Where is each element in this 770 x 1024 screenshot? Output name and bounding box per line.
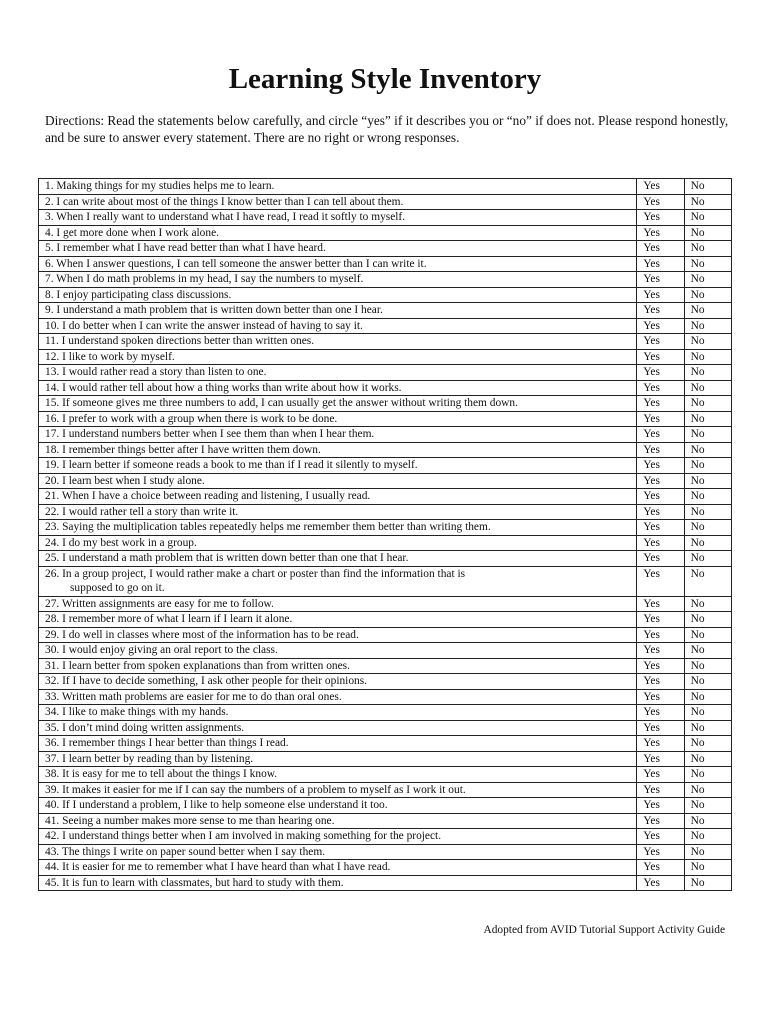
statement-text: 30. I would enjoy giving an oral report to the class. <box>45 644 278 656</box>
yes-option[interactable]: Yes <box>637 751 684 767</box>
statement-cell <box>39 194 637 210</box>
yes-option[interactable]: Yes <box>637 473 684 489</box>
yes-option[interactable]: Yes <box>637 643 684 659</box>
statement-cell <box>39 473 637 489</box>
page-title: Learning Style Inventory <box>228 63 542 95</box>
no-option[interactable]: No <box>684 782 731 798</box>
statement-text: 21. When I have a choice between reading and listening, I usually read. <box>45 490 371 502</box>
statement-row <box>39 643 732 659</box>
yes-option[interactable]: Yes <box>637 705 684 721</box>
no-option[interactable]: No <box>684 225 731 241</box>
yes-option[interactable]: Yes <box>637 535 684 551</box>
statement-cell <box>39 520 637 536</box>
statement-row <box>39 782 732 798</box>
statement-row <box>39 844 732 860</box>
statement-row <box>39 860 732 876</box>
yes-option[interactable]: Yes <box>637 627 684 643</box>
statement-cell <box>39 736 637 752</box>
no-option[interactable]: No <box>684 844 731 860</box>
statement-row <box>39 689 732 705</box>
no-option[interactable]: No <box>684 596 731 612</box>
statement-row <box>39 705 732 721</box>
yes-option[interactable]: Yes <box>637 396 684 412</box>
no-option[interactable]: No <box>684 318 731 334</box>
statement-cell <box>39 751 637 767</box>
statement-row <box>39 365 732 381</box>
statement-row <box>39 520 732 536</box>
yes-option[interactable]: Yes <box>637 566 684 596</box>
statement-cell <box>39 396 637 412</box>
no-option[interactable]: No <box>684 751 731 767</box>
yes-option[interactable]: Yes <box>637 442 684 458</box>
statement-text: 10. I do better when I can write the answer instead of having to say it. <box>45 319 363 332</box>
statement-row <box>39 566 732 596</box>
statement-cell <box>39 551 637 567</box>
statement-text: 42. I understand things better when I am involved in making something for the project. <box>45 830 442 842</box>
statement-row <box>39 813 732 829</box>
statement-cell <box>39 241 637 257</box>
statement-cell <box>39 489 637 505</box>
statement-row <box>39 612 732 628</box>
statement-row <box>39 349 732 365</box>
statement-cell <box>39 674 637 690</box>
statement-text: 39. It makes it easier for me if I can say the numbers of a problem to myself as I work it out. <box>45 783 466 796</box>
statement-row <box>39 720 732 736</box>
statement-cell <box>39 427 637 443</box>
yes-option[interactable]: Yes <box>637 767 684 783</box>
statement-cell <box>39 365 637 381</box>
statement-cell <box>39 535 637 551</box>
statement-text: 32. If I have to decide something, I ask other people for their opinions. <box>45 675 368 687</box>
no-option[interactable]: No <box>684 627 731 643</box>
statement-row <box>39 627 732 643</box>
no-option[interactable]: No <box>684 365 731 381</box>
yes-option[interactable]: Yes <box>637 210 684 226</box>
statement-text: 12. I like to work by myself. <box>45 350 175 363</box>
yes-option[interactable]: Yes <box>637 458 684 474</box>
yes-option[interactable]: Yes <box>637 272 684 288</box>
no-option[interactable]: No <box>684 813 731 829</box>
statement-row <box>39 256 732 272</box>
no-option[interactable]: No <box>684 287 731 303</box>
no-option[interactable]: No <box>684 442 731 458</box>
no-option[interactable]: No <box>684 705 731 721</box>
statement-cell <box>39 596 637 612</box>
statement-text-continuation: supposed to go on it. <box>70 582 165 594</box>
statement-row <box>39 535 732 551</box>
statement-text: 3. When I really want to understand what I have read, I read it softly to myself. <box>45 211 406 223</box>
statement-row <box>39 318 732 334</box>
statement-text: 23. Saying the multiplication tables repeatedly helps me remember them better than writing them. <box>45 521 491 533</box>
statement-text: 15. If someone gives me three numbers to add, I can usually get the answer without writing them down. <box>45 397 518 409</box>
statement-row <box>39 179 732 195</box>
no-option[interactable]: No <box>684 674 731 690</box>
statement-cell <box>39 458 637 474</box>
statement-cell <box>39 411 637 427</box>
no-option[interactable]: No <box>684 829 731 845</box>
yes-option[interactable]: Yes <box>637 241 684 257</box>
yes-option[interactable]: Yes <box>637 427 684 443</box>
statement-text: 24. I do my best work in a group. <box>45 536 197 549</box>
yes-option[interactable]: Yes <box>637 318 684 334</box>
statement-cell <box>39 318 637 334</box>
statement-cell <box>39 643 637 659</box>
statement-cell <box>39 225 637 241</box>
statement-cell <box>39 334 637 350</box>
statement-text: 35. I don’t mind doing written assignments. <box>45 721 245 734</box>
no-option[interactable]: No <box>684 194 731 210</box>
yes-option[interactable]: Yes <box>637 303 684 319</box>
no-option[interactable]: No <box>684 551 731 567</box>
no-option[interactable]: No <box>684 256 731 272</box>
statement-text: 8. I enjoy participating class discussions. <box>45 288 232 301</box>
no-option[interactable]: No <box>684 210 731 226</box>
statement-text: 36. I remember things I hear better than things I read. <box>45 737 289 749</box>
statement-row <box>39 751 732 767</box>
statement-cell <box>39 829 637 845</box>
yes-option[interactable]: Yes <box>637 287 684 303</box>
statement-cell <box>39 272 637 288</box>
yes-option[interactable]: Yes <box>637 349 684 365</box>
statement-cell <box>39 720 637 736</box>
no-option[interactable]: No <box>684 427 731 443</box>
statement-cell <box>39 798 637 814</box>
statement-row <box>39 442 732 458</box>
statement-cell <box>39 287 637 303</box>
statement-text: 34. I like to make things with my hands. <box>45 706 229 718</box>
yes-option[interactable]: Yes <box>637 860 684 876</box>
statement-cell <box>39 860 637 876</box>
yes-option[interactable]: Yes <box>637 194 684 210</box>
statement-text: 20. I learn best when I study alone. <box>45 474 205 487</box>
yes-option[interactable]: Yes <box>637 520 684 536</box>
statement-text: 27. Written assignments are easy for me to follow. <box>45 597 274 610</box>
statement-cell <box>39 705 637 721</box>
statement-text: 28. I remember more of what I learn if I learn it alone. <box>45 613 293 625</box>
no-option[interactable]: No <box>684 736 731 752</box>
statement-cell <box>39 767 637 783</box>
statement-row <box>39 287 732 303</box>
statement-text: 43. The things I write on paper sound better when I say them. <box>45 845 326 858</box>
statement-row <box>39 241 732 257</box>
no-option[interactable]: No <box>684 349 731 365</box>
statement-row <box>39 489 732 505</box>
no-option[interactable]: No <box>684 658 731 674</box>
statement-cell <box>39 813 637 829</box>
statement-cell <box>39 844 637 860</box>
yes-option[interactable]: Yes <box>637 720 684 736</box>
statement-row <box>39 194 732 210</box>
statement-row <box>39 736 732 752</box>
no-option[interactable]: No <box>684 241 731 257</box>
yes-option[interactable]: Yes <box>637 813 684 829</box>
statement-row <box>39 303 732 319</box>
no-option[interactable]: No <box>684 334 731 350</box>
statement-text: 18. I remember things better after I have written them down. <box>45 443 321 456</box>
statement-text: 38. It is easy for me to tell about the things I know. <box>45 768 278 780</box>
yes-option[interactable]: Yes <box>637 798 684 814</box>
no-option[interactable]: No <box>684 767 731 783</box>
source-credit: Adopted from AVID Tutorial Support Activity Guide <box>483 924 725 936</box>
statement-row <box>39 767 732 783</box>
statement-cell <box>39 658 637 674</box>
no-option[interactable]: No <box>684 720 731 736</box>
yes-option[interactable]: Yes <box>637 736 684 752</box>
yes-option[interactable]: Yes <box>637 658 684 674</box>
no-option[interactable]: No <box>684 798 731 814</box>
statement-text: 13. I would rather read a story than listen to one. <box>45 366 267 378</box>
no-option[interactable]: No <box>684 473 731 489</box>
statement-text: 44. It is easier for me to remember what I have heard than what I have read. <box>45 861 391 873</box>
statement-row <box>39 658 732 674</box>
statement-text: 11. I understand spoken directions better than written ones. <box>45 335 315 347</box>
statement-text: 4. I get more done when I work alone. <box>45 226 219 239</box>
yes-option[interactable]: Yes <box>637 551 684 567</box>
statement-row <box>39 225 732 241</box>
statement-row <box>39 272 732 288</box>
yes-option[interactable]: Yes <box>637 829 684 845</box>
statement-text: 5. I remember what I have read better than what I have heard. <box>45 242 326 254</box>
yes-option[interactable]: Yes <box>637 689 684 705</box>
statement-text: 40. If I understand a problem, I like to help someone else understand it too. <box>45 799 388 811</box>
yes-option[interactable]: Yes <box>637 844 684 860</box>
statement-text: 2. I can write about most of the things I know better than I can tell about them. <box>45 195 404 208</box>
yes-option[interactable]: Yes <box>637 411 684 427</box>
statement-cell <box>39 689 637 705</box>
no-option[interactable]: No <box>684 504 731 520</box>
statement-text: 6. When I answer questions, I can tell someone the answer better than I can write it. <box>45 257 427 270</box>
statement-row <box>39 411 732 427</box>
yes-option[interactable]: Yes <box>637 782 684 798</box>
statement-text: 16. I prefer to work with a group when there is work to be done. <box>45 412 338 425</box>
no-option[interactable]: No <box>684 411 731 427</box>
yes-option[interactable]: Yes <box>637 334 684 350</box>
yes-option[interactable]: Yes <box>637 504 684 520</box>
yes-option[interactable]: Yes <box>637 674 684 690</box>
statement-cell <box>39 210 637 226</box>
no-option[interactable]: No <box>684 458 731 474</box>
statement-text: 41. Seeing a number makes more sense to me than hearing one. <box>45 814 335 827</box>
no-option[interactable]: No <box>684 396 731 412</box>
statement-text: 9. I understand a math problem that is written down better than one I hear. <box>45 304 383 316</box>
directions-text: Directions: Read the statements below carefully, and circle “yes” if it describes you or “no” if does not. Please respond honestly, and be sure to answer every statement. There are no right or wrong responses. <box>45 113 729 145</box>
statement-text: 33. Written math problems are easier for me to do than oral ones. <box>45 690 342 703</box>
statement-cell <box>39 179 637 195</box>
statement-text: 1. Making things for my studies helps me to learn. <box>45 180 275 192</box>
no-option[interactable]: No <box>684 520 731 536</box>
statement-text: 22. I would rather tell a story than write it. <box>45 505 239 518</box>
statement-row <box>39 458 732 474</box>
yes-option[interactable]: Yes <box>637 612 684 628</box>
statement-text: 7. When I do math problems in my head, I say the numbers to myself. <box>45 273 364 285</box>
statement-text: 26. In a group project, I would rather make a chart or poster than find the information that is <box>45 567 466 580</box>
statement-cell <box>39 566 637 596</box>
statement-row <box>39 334 732 350</box>
statement-cell <box>39 256 637 272</box>
statement-cell <box>39 442 637 458</box>
statement-cell <box>39 504 637 520</box>
statement-row <box>39 380 732 396</box>
no-option[interactable]: No <box>684 643 731 659</box>
inventory-table <box>38 178 732 891</box>
no-option[interactable]: No <box>684 179 731 195</box>
statement-text: 31. I learn better from spoken explanations than from written ones. <box>45 659 350 672</box>
statement-row <box>39 829 732 845</box>
yes-option[interactable]: Yes <box>637 489 684 505</box>
no-option[interactable]: No <box>684 860 731 876</box>
statement-text: 14. I would rather tell about how a thing works than write about how it works. <box>45 381 402 394</box>
statement-row <box>39 674 732 690</box>
statement-text: 25. I understand a math problem that is written down better than one that I hear. <box>45 552 409 564</box>
statement-text: 45. It is fun to learn with classmates, but hard to study with them. <box>45 876 344 889</box>
statement-row <box>39 504 732 520</box>
no-option[interactable]: No <box>684 272 731 288</box>
no-option[interactable]: No <box>684 875 731 891</box>
statement-row <box>39 596 732 612</box>
no-option[interactable]: No <box>684 535 731 551</box>
yes-option[interactable]: Yes <box>637 380 684 396</box>
no-option[interactable]: No <box>684 566 731 596</box>
statement-row <box>39 396 732 412</box>
statement-row <box>39 551 732 567</box>
no-option[interactable]: No <box>684 689 731 705</box>
statement-cell <box>39 303 637 319</box>
yes-option[interactable]: Yes <box>637 225 684 241</box>
statement-row <box>39 427 732 443</box>
statement-row <box>39 210 732 226</box>
yes-option[interactable]: Yes <box>637 256 684 272</box>
no-option[interactable]: No <box>684 489 731 505</box>
statement-text: 37. I learn better by reading than by listening. <box>45 752 254 765</box>
statement-cell <box>39 349 637 365</box>
statement-row <box>39 473 732 489</box>
yes-option[interactable]: Yes <box>637 596 684 612</box>
statement-cell <box>39 380 637 396</box>
yes-option[interactable]: Yes <box>637 365 684 381</box>
no-option[interactable]: No <box>684 303 731 319</box>
statement-text: 29. I do well in classes where most of the information has to be read. <box>45 628 359 641</box>
statement-text: 17. I understand numbers better when I see them than when I hear them. <box>45 428 375 440</box>
no-option[interactable]: No <box>684 380 731 396</box>
statement-row <box>39 798 732 814</box>
no-option[interactable]: No <box>684 612 731 628</box>
statement-cell <box>39 612 637 628</box>
statement-row <box>39 875 732 891</box>
statement-cell <box>39 875 637 891</box>
inventory-table-body <box>39 179 732 891</box>
yes-option[interactable]: Yes <box>637 179 684 195</box>
statement-text: 19. I learn better if someone reads a book to me than if I read it silently to myself. <box>45 459 418 471</box>
yes-option[interactable]: Yes <box>637 875 684 891</box>
statement-cell <box>39 627 637 643</box>
statement-cell <box>39 782 637 798</box>
